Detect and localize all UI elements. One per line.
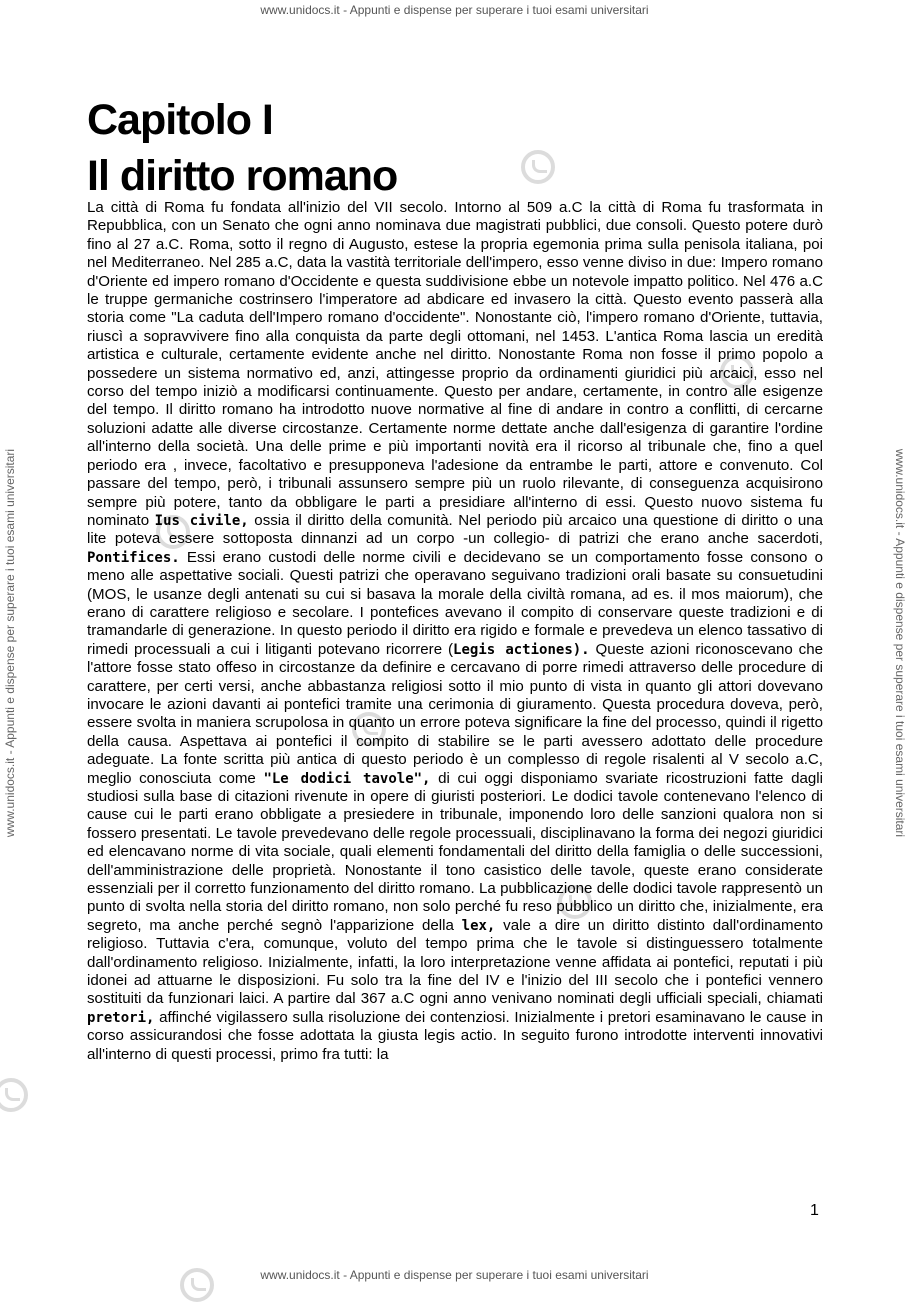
text-segment: vale a dire un diritto distinto dall'ordinamento religioso. Tuttavia c'era, comunque, voluto del tempo prima che le tavole si distinguessero totalmente dall'ordinamento religioso. Inizialmente, infatti, la loro interpretazione venne affidata ai pontefici, reputati i più idonei ad attuarne le disposizioni. Fu solo tra la fine del IV e l'inizio del III secolo che i pontefici vennero sostituiti da funzionari laici. A partire dal 367 a.C ogni anno venivano nominati degli ufficiali speciali, chiamati <box>87 916 823 1008</box>
text-segment: di cui oggi disponiamo svariate ricostruzioni fatte dagli studiosi sulla base di citazioni rivenute in opere di giuristi posteriori. Le dodici tavole contenevano l'elenco di cause cui le parti erano obbligate a presiedere in tribunale, imponendo loro delle sanzioni qualora non si fossero presentati. Le tavole prevedevano delle regole processuali, disciplinavano la forma dei negozi giuridici ed elencavano norme di vita sociale, quali elementi fondamentali del diritto della famiglia o delle successioni, dell'amministrazione delle proprietà. Nonostante il tono casistico delle tavole, queste erano considerate essenziali per il corretto funzionamento del diritto romano. La pubblicazione delle dodici tavole rappresentò un punto di svolta nella storia del diritto romano, non solo perché fu reso pubblico un diritto che, inizialmente, era segreto, ma anche perché segnò l'apparizione della <box>87 769 823 934</box>
page-number: 1 <box>810 1202 819 1219</box>
term-ius-civile: Ius civile, <box>154 512 249 529</box>
right-side-watermark: www.unidocs.it - Appunti e dispense per superare i tuoi esami universitari <box>893 448 907 838</box>
header-banner: www.unidocs.it - Appunti e dispense per superare i tuoi esami universitari <box>260 3 649 17</box>
text-segment: Queste azioni riconoscevano che l'attore fosse stato offeso in circostanze da definire e cercavano di porre rimedi attraverso delle procedure di carattere, per certi versi, anche abbastanza religiosi sotto il mio punto di vista in quanto gli attori dovevano invocare le azioni davanti ai pontefici tramite una cerimonia di giuramento. Questa procedura doveva, però, essere svolta in maniera scrupolosa in quanto un errore poteva significare la fine del processo, quindi il rigetto della causa. Aspettava ai pontefici il compito di stabilire se le parti avessero adottato delle procedure adeguate. La fonte scritta più antica di questo periodo è un complesso di regole risalenti al V secolo a.C, meglio conosciuta come <box>87 640 823 787</box>
term-pretori: pretori, <box>87 1009 155 1026</box>
chapter-title <box>87 92 397 204</box>
unidocs-logo-icon <box>521 150 555 184</box>
unidocs-logo-icon <box>0 1078 28 1112</box>
body-text <box>87 199 823 1064</box>
footer-banner: www.unidocs.it - Appunti e dispense per superare i tuoi esami universitari <box>260 1268 649 1282</box>
left-side-watermark: www.unidocs.it - Appunti e dispense per superare i tuoi esami universitari <box>3 448 17 838</box>
text-segment: Essi erano custodi delle norme civili e decidevano se un comportamento fosse consono o meno alle aspettative sociali. Questi patrizi che operavano seguivano tradizioni orali basate su consuetudini (MOS, le usanze degli antenati su cui si basava la morale della civiltà romana, ad es. il mos maiorum), che erano di carattere religioso e secolare. I pontefices avevano il compito di conservare queste tradizioni e di tramandarle di generazione. In questo periodo il diritto era rigido e formale e prevedeva un elenco tassativo di rimedi processuali a cui i litiganti potevano ricorrere ( <box>87 548 823 658</box>
text-segment: ossia il diritto della comunità. Nel periodo più arcaico una questione di diritto o una lite poteva essere sottoposta dinnanzi ad un corpo -un collegio- di patrizi che erano anche sacerdoti, <box>87 511 823 548</box>
term-pontifices: Pontifices. <box>87 549 180 566</box>
term-lex: lex, <box>461 917 496 934</box>
text-segment: La città di Roma fu fondata all'inizio del VII secolo. Intorno al 509 a.C la città di Roma fu trasformata in Repubblica, con un Senato che ogni anno nominava due magistrati pubblici, due consoli. Questo potere durò fino al 27 a.C. Roma, sotto il regno di Augusto, estese la propria egemonia prima sulla penisola italiana, poi nel Mediterraneo. Nel 285 a.C, data la vastità territoriale dell'impero, esso venne diviso in due: Impero romano d'Oriente ed impero romano d'Occidente e questa suddivisione ebbe un notevole impatto politico. Nel 476 a.C le truppe germaniche costrinsero l'imperatore ad abdicare ed invasero la città. Questo evento passerà alla storia come "La caduta dell'Impero romano d'occidente". Nonostante ciò, l'impero romano d'Oriente, tuttavia, riuscì a sopravvivere fino alla conquista da parte degli ottomani, nel 1453. L'antica Roma lascia un eredità artistica e culturale, certamente evidente anche nel diritto. Nonostante Roma non fosse il primo popolo a possedere un sistema normativo ed, anzi, attingesse proprio da ordinamenti giuridici più arcaici, esso nel corso del tempo iniziò a modificarsi continuamente. Questo per andare, certamente, in contro alle esigenze del tempo. Il diritto romano ha introdotto nuove normative al fine di andare in contro a conflitti, di cercarne soluzioni adatte alle diverse circostanze. Certamente norme dettate anche dall'esigenza di garantire l'ordine all'interno della società. Una delle prime e più importanti novità era il ricorso al tribunale che, fino a quel periodo era , invece, facoltativo e presupponeva l'adesione da entrambe le parti, attore e convenuto. Col passare del tempo, però, i tribunali assunsero sempre più un ruolo rilevante, di conseguenza acquisirono sempre più potere, tanto da obbligare le parti a presidiare all'interno di essi. Questo nuovo sistema fu nominato <box>87 199 823 529</box>
chapter-number: Capitolo I <box>87 96 273 144</box>
term-legis-actiones: Legis actiones). <box>453 641 590 658</box>
chapter-heading: Il diritto romano <box>87 152 398 200</box>
term-dodici-tavole: "Le dodici tavole", <box>263 770 431 787</box>
text-segment: affinché vigilassero sulla risoluzione dei contenziosi. Inizialmente i pretori esaminavano le cause in corso assicurandosi che fosse adottata la giusta legis actio. In seguito furono introdotte interventi innovativi all'interno di questi processi, primo fra tutti: la <box>87 1008 823 1063</box>
